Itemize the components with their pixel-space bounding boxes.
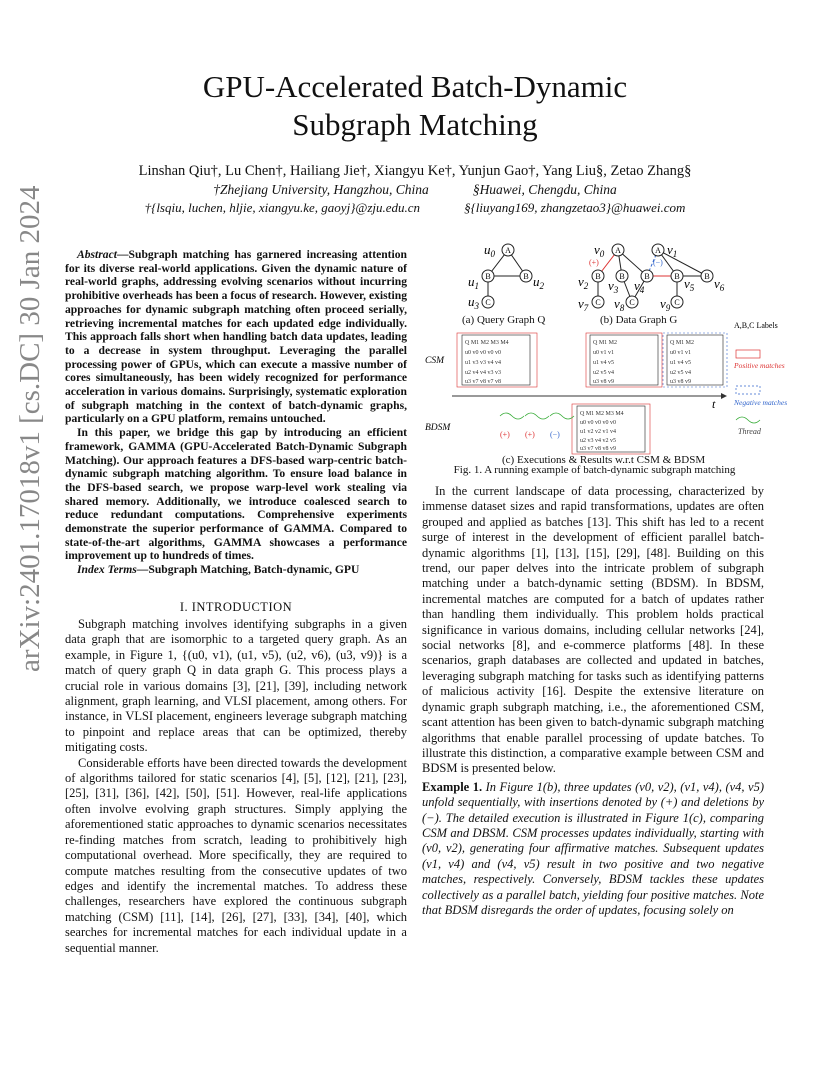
svg-text:u3 v7 v8 v7 v8: u3 v7 v8 v7 v8 xyxy=(465,379,501,385)
example-1 xyxy=(422,780,764,919)
svg-text:u1 v4 v5: u1 v4 v5 xyxy=(670,360,691,366)
svg-text:v5: $v_5$ xyxy=(684,276,695,293)
intro-paragraph-3: In the current landscape of data processing, characterized by immense dataset sizes and rapid transformations, updates are often grouped and applied as batches [13]. This shift has led to a recent surge of interest in the development of efficient parallel batch-dynamic algorithms [1], [13], [15], [29], [48]. Building on this trend, our paper delves into the intricate problem of subgraph matching under a batch-dynamic setting (BDSM). In BDSM, incremental matches are computed for a batch of updates rather than handling them individually. This problem holds practical significance in various domains, including cellular networks [24], social networks [8], and e-commerce platforms [48]. In these scenarios, graph databases are collected and updated in batches, leveraging subgraph matching for tasks such as identifying patterns of malicious activity [16]. Despite the extensive literature on dynamic graph subgraph matching, i.e., the aforementioned CSM, scant attention has been given to batch-dynamic subgraph matching algorithms that enable parallel processing of update batches. To illustrate this distinction, a comparative example between CSM and BDSM is presented below. xyxy=(422,484,764,776)
legend-negative: Negative matches xyxy=(734,398,788,407)
legend-thread: Thread xyxy=(738,427,761,436)
bdsm-row-label: BDSM xyxy=(425,423,451,433)
email-zju: †{lsqiu, luchen, hljie, xiangyu.ke, gaoyj}@zju.edu.cn xyxy=(144,200,421,215)
index-terms-text: Subgraph Matching, Batch-dynamic, GPU xyxy=(148,563,360,577)
caption-executions: (c) Executions & Results w.r.t CSM & BDSM xyxy=(502,454,706,466)
section-title: I. INTRODUCTION xyxy=(179,600,293,614)
svg-text:B: B xyxy=(595,272,601,281)
author-list: Linshan Qiu†, Lu Chen†, Hailiang Jie†, Xiangyu Ke†, Yunjun Gao†, Yang Liu§, Zetao Zhang§ xyxy=(138,163,692,179)
svg-text:u0 v1 v1: u0 v1 v1 xyxy=(670,350,691,356)
svg-text:v2: $v_2$ xyxy=(578,274,589,291)
svg-text:u2 v5 v4: u2 v5 v4 xyxy=(593,370,614,376)
svg-text:B: B xyxy=(619,272,625,281)
paper-title xyxy=(100,68,730,144)
data-graph xyxy=(578,242,725,313)
svg-text:C: C xyxy=(674,298,680,307)
svg-text:u3 v8 v9: u3 v8 v9 xyxy=(670,379,691,385)
svg-text:v4: $v_4$ xyxy=(634,278,645,295)
svg-text:v9: $v_9$ xyxy=(660,296,671,313)
affiliations xyxy=(100,182,730,198)
svg-text:B: B xyxy=(704,272,710,281)
affiliation-huawei: §Huawei, Chengdu, China xyxy=(472,182,617,197)
svg-text:(+): (+) xyxy=(500,430,510,439)
svg-text:u0 v1 v1: u0 v1 v1 xyxy=(593,350,614,356)
svg-text:C: C xyxy=(485,298,491,307)
bdsm-executions xyxy=(425,404,650,454)
svg-text:C: C xyxy=(595,298,601,307)
figure-caption: Fig. 1. A running example of batch-dynamic subgraph matching xyxy=(453,464,736,476)
figure-1-graphic xyxy=(422,238,788,463)
example-label: Example 1. xyxy=(422,779,483,794)
csm-row-label: CSM xyxy=(425,356,444,366)
svg-text:u0: $u_0$ xyxy=(484,242,495,259)
figure-legend xyxy=(733,321,787,436)
svg-text:u0 v0 v0 v0 v0: u0 v0 v0 v0 v0 xyxy=(465,350,501,356)
svg-text:Q M1 M2 M3 M4: Q M1 M2 M3 M4 xyxy=(580,411,624,417)
abstract xyxy=(65,248,407,577)
svg-text:u2 v3 v4 v2 v5: u2 v3 v4 v2 v5 xyxy=(580,438,616,444)
svg-text:u3: $u_3$ xyxy=(468,294,479,311)
svg-text:B: B xyxy=(674,272,680,281)
caption-query-graph: (a) Query Graph Q xyxy=(462,314,546,326)
svg-text:v7: $v_7$ xyxy=(578,296,589,313)
svg-text:B: B xyxy=(644,272,650,281)
csm-executions xyxy=(425,333,727,411)
svg-text:u1 v4 v5: u1 v4 v5 xyxy=(593,360,614,366)
abstract-label: Abstract— xyxy=(77,248,129,261)
svg-text:v0: $v_0$ xyxy=(594,242,605,259)
svg-text:v1: $v_1$ xyxy=(667,242,678,259)
svg-text:u1: $u_1$ xyxy=(468,274,479,291)
svg-text:u0 v0 v0 v0 v0: u0 v0 v0 v0 v0 xyxy=(580,420,616,426)
caption-data-graph: (b) Data Graph G xyxy=(600,314,678,326)
figure-1 xyxy=(422,238,788,483)
abstract-text-1: Subgraph matching has garnered increasing attention for its diverse real-world applications. Given the dynamic nature of real-world graphs, addressing evolving scenarios without incurring prohibitive overheads has been a focus of research. However, existing approaches for dynamic subgraph matching often proceed serially, retrieving incremental matches for each updated edge individually. This approach falls short when handling batch data updates, leading to a decrease in system throughput. Leveraging the parallel processing power of GPUs, which can execute a massive number of cores simultaneously, has been widely recognized for performance acceleration in various domains. Surprisingly, systematic exploration of subgraph matching in the context of batch-dynamic graphs, particularly on a GPU platform, remains untouched. xyxy=(65,248,407,426)
svg-text:A: A xyxy=(615,246,621,255)
intro-paragraph-2: Considerable efforts have been directed towards the development of algorithms tailored for static scenarios [4], [5], [12], [21], [23], [25], [31], [36], [42], [50], [51]. However, real-life applications often involve evolving graph structures. Simply applying the aforementioned static approaches to dynamic scenarios necessitates re-finding matches from scratch, leading to prohibitively high computational overhead. More specifically, they are required to compute matches resulting from the consecutive updates of two edges and identify the incremental matches. To address these challenges, researchers have explored the continuous subgraph matching (CSM) [11], [14], [26], [27], [33], [34], [40], which searches for incremental matches for each individual update in a sequential manner. xyxy=(65,755,407,955)
svg-text:(−): (−) xyxy=(550,430,560,439)
svg-text:(+): (+) xyxy=(589,258,599,267)
title-line-2: Subgraph Matching xyxy=(292,107,538,142)
svg-text:A: A xyxy=(655,246,661,255)
svg-text:(−): (−) xyxy=(653,258,663,267)
intro-right-column xyxy=(422,484,764,918)
emails xyxy=(100,200,730,216)
title-line-1: GPU-Accelerated Batch-Dynamic xyxy=(202,69,628,104)
svg-text:Q M1 M2: Q M1 M2 xyxy=(593,340,618,346)
svg-text:u2 v5 v4: u2 v5 v4 xyxy=(670,370,691,376)
intro-paragraph-1: Subgraph matching involves identifying subgraphs in a given data graph that are isomorphic to a targeted query graph. As an example, in Figure 1, {(u0, v1), (u1, v5), (u2, v6), (u3, v9)} is a match of query graph Q in data graph G. This process plays a crucial role in various domains [3], [21], [39], including network alignment, graph learning, and VLSI placement, among others. For instance, in VLSI placement, engineers leverage subgraph matching to pinpoint and replace areas that can be optimized, thereby mitigating costs. xyxy=(65,617,407,755)
svg-text:u3 v8 v9: u3 v8 v9 xyxy=(593,379,614,385)
svg-text:u2: $u_2$ xyxy=(533,274,544,291)
index-terms xyxy=(65,563,407,577)
email-huawei: §{liuyang169, zhangzetao3}@huawei.com xyxy=(464,200,686,215)
index-terms-label: Index Terms— xyxy=(77,563,149,577)
abstract-paragraph-1 xyxy=(65,248,407,426)
svg-text:v8: $v_8$ xyxy=(614,296,625,313)
svg-text:v6: $v_6$ xyxy=(714,276,725,293)
svg-text:v3: $v_3$ xyxy=(608,278,619,295)
svg-text:B: B xyxy=(523,272,529,281)
svg-text:(+): (+) xyxy=(525,430,535,439)
svg-text:u1 v3 v3 v4 v4: u1 v3 v3 v4 v4 xyxy=(465,360,501,366)
svg-text:B: B xyxy=(485,272,491,281)
legend-labels: A,B,C Labels xyxy=(734,321,778,330)
time-axis-label: t xyxy=(712,397,716,411)
example-text: In Figure 1(b), three updates (v0, v2), (v1, v4), (v4, v5) unfold sequentially, with insertions denoted by (+) and deletions by (−). The detailed execution is illustrated in Figure 1(c), comparing CSM and DBSM. CSM processes updates individually, starting with (v0, v2), generating four affirmative matches. Subsequent updates (v1, v4) and (v4, v5) result in two positive and two negative matches, respectively. Conversely, BDSM tackles these updates collectively as a parallel batch, yielding four positive matches. Note that BDSM disregards the order of updates, focusing solely on xyxy=(422,779,764,917)
svg-text:u3 v7 v8 v8 v9: u3 v7 v8 v8 v9 xyxy=(580,446,616,452)
svg-text:u2 v4 v4 v3 v3: u2 v4 v4 v3 v3 xyxy=(465,370,501,376)
svg-text:Q M1 M2 M3 M4: Q M1 M2 M3 M4 xyxy=(465,340,509,346)
svg-text:C: C xyxy=(629,298,635,307)
abstract-paragraph-2: In this paper, we bridge this gap by introducing an efficient framework, GAMMA (GPU-Accelerated Batch-Dynamic Subgraph Matching). Our approach features a DFS-based warp-centric batch-dynamic subgraph matching algorithm. To ensure load balance in the DFS-based search, we propose warp-level work stealing via shared memory. Additionally, we introduce coalesced search to reduce redundant computations. Comprehensive experiments demonstrate the superior performance of GAMMA. Compared to state-of-the-art algorithms, GAMMA showcases a performance improvement up to hundreds of times. xyxy=(65,426,407,563)
svg-text:u1 v2 v2 v1 v4: u1 v2 v2 v1 v4 xyxy=(580,429,616,435)
legend-positive: Positive matches xyxy=(734,361,785,370)
svg-text:A: A xyxy=(505,246,511,255)
affiliation-zju: †Zhejiang University, Hangzhou, China xyxy=(213,182,429,197)
intro-left-column xyxy=(65,617,407,956)
query-graph xyxy=(468,242,545,311)
svg-text:Q M1 M2: Q M1 M2 xyxy=(670,340,695,346)
arxiv-identifier-text: arXiv:2401.17018v1 [cs.DC] 30 Jan 2024 xyxy=(14,185,46,672)
